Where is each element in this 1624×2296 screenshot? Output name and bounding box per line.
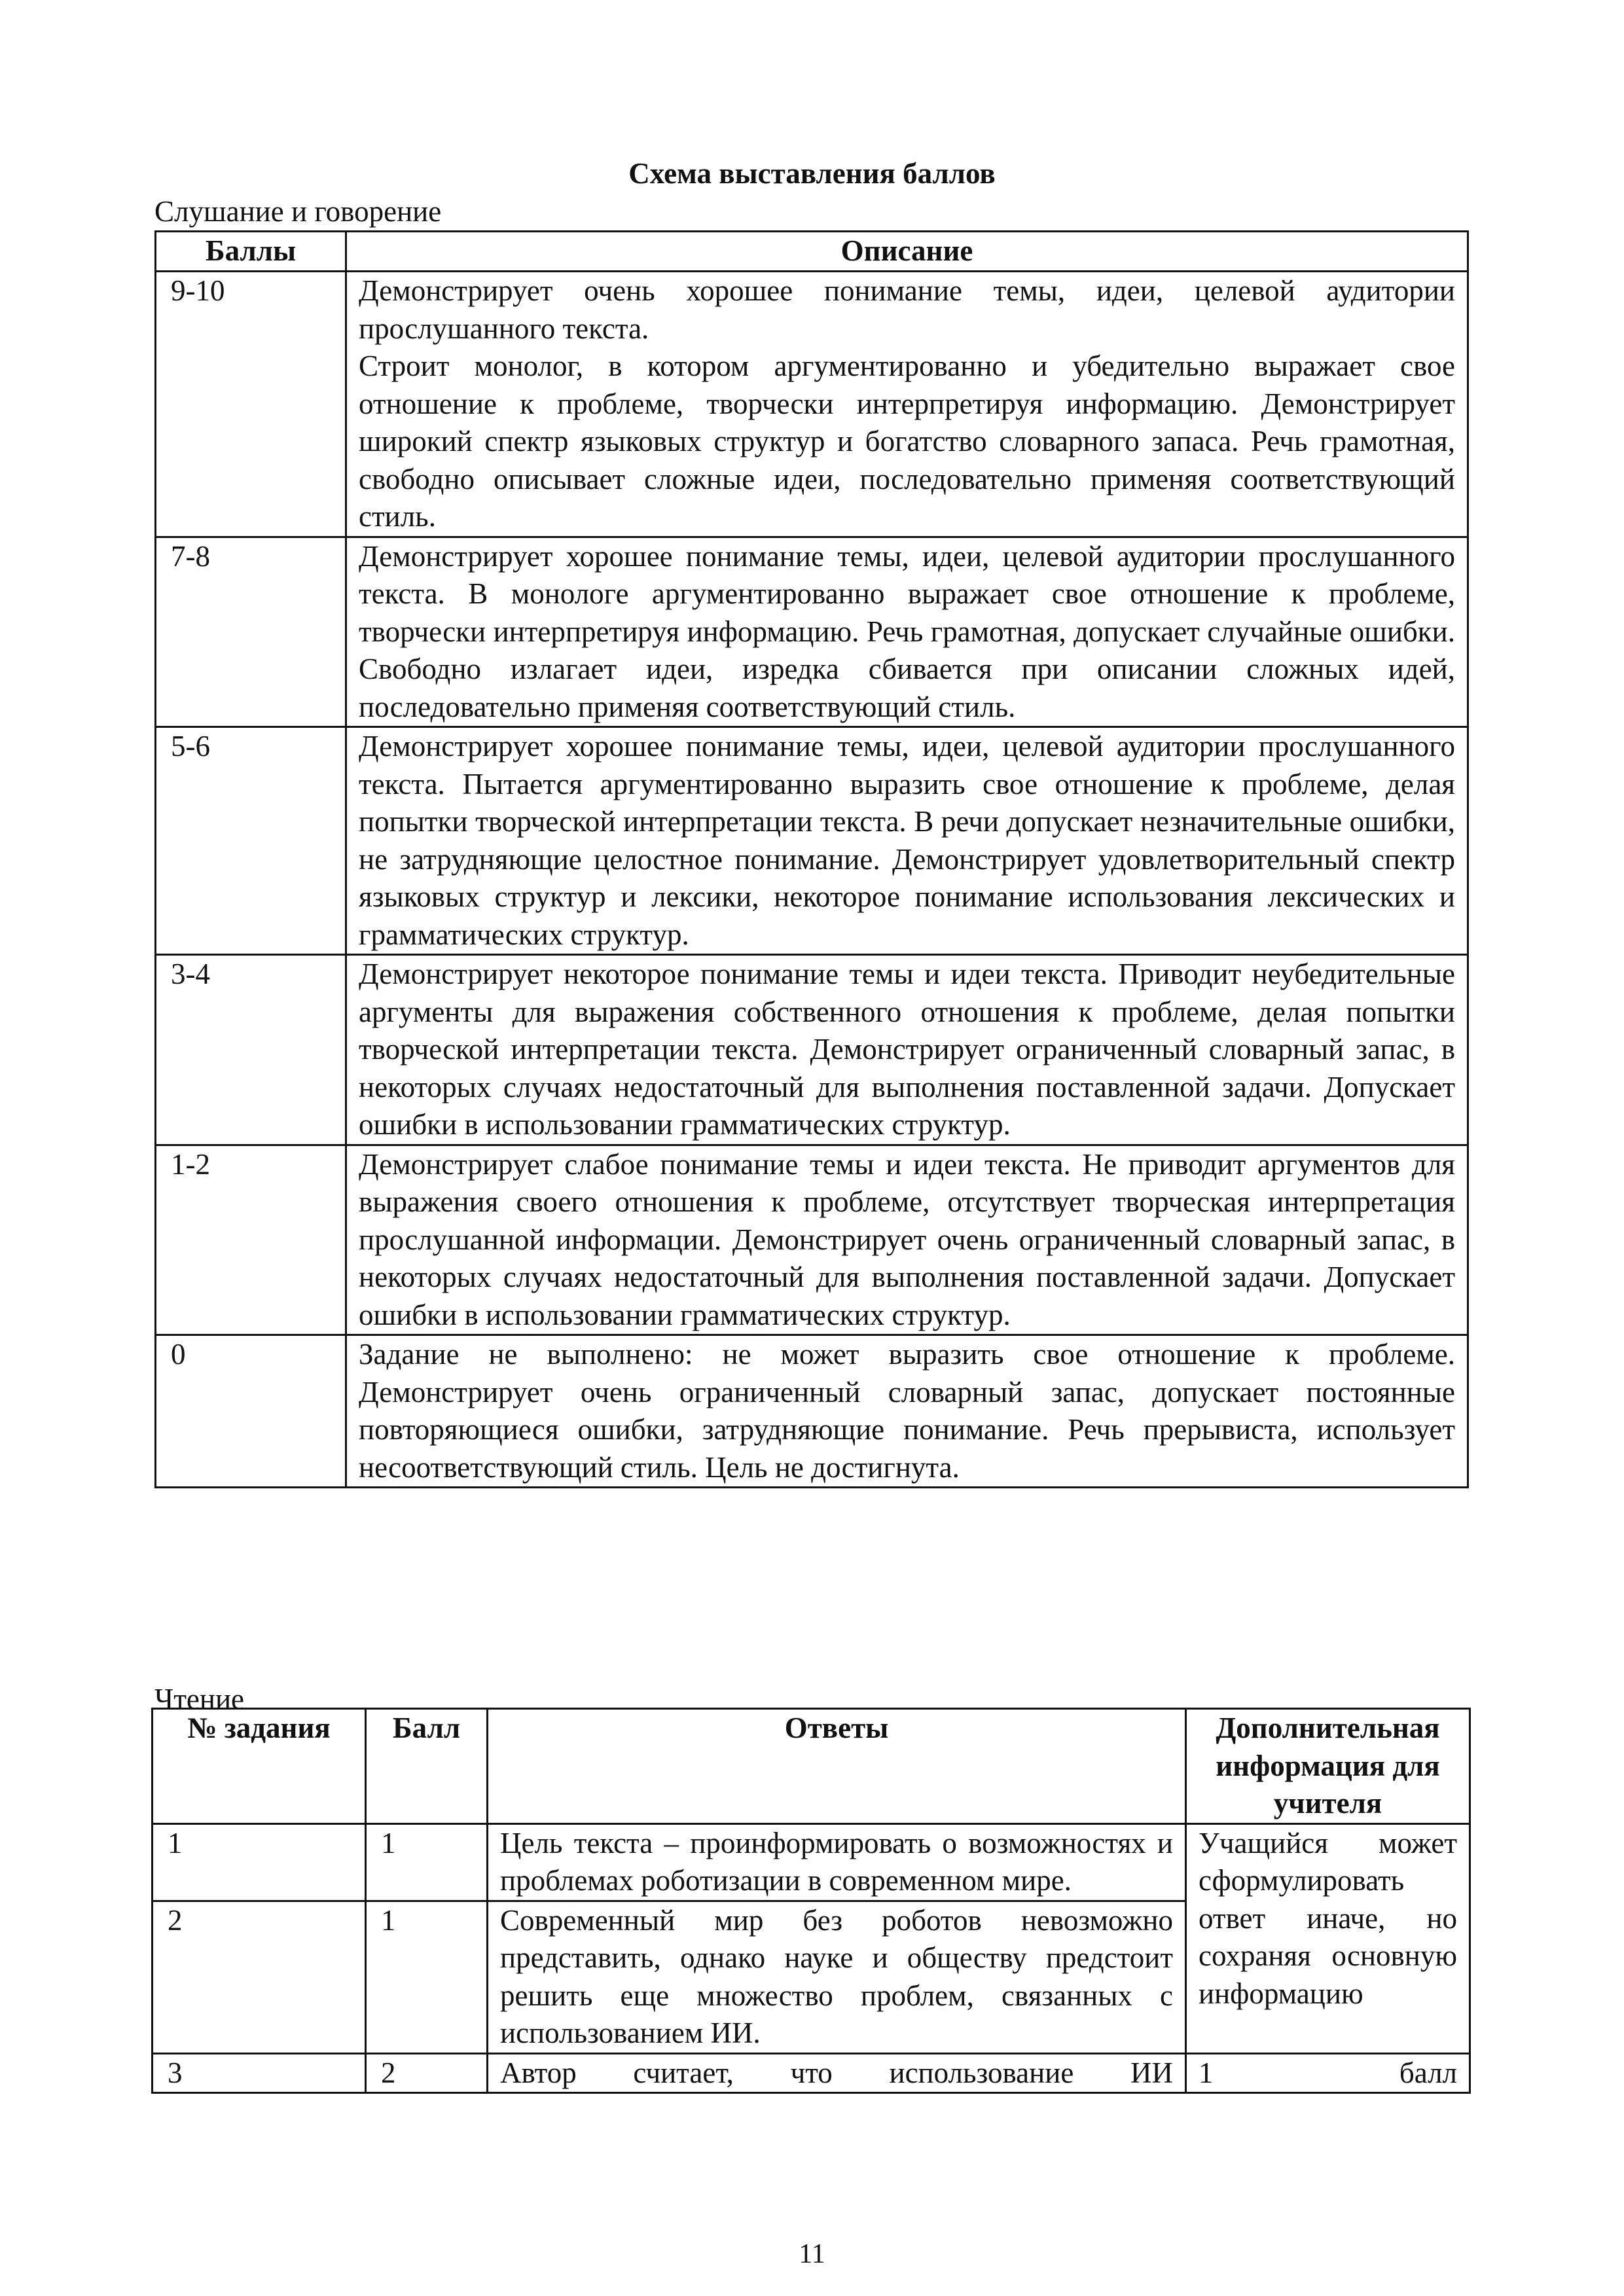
answer-cell: Цель текста – проинформировать о возможностях и проблемах роботизации в современном мире.	[488, 1823, 1186, 1901]
table-row	[153, 1823, 1470, 1901]
description-cell: Демонстрирует хорошее понимание темы, идеи, целевой аудитории прослушанного текста. Пытается аргументированно выразить свое отношение к проблеме, делая попытки творческой интерпретации текста. В речи допускает незначительные ошибки, не затрудняющие целостное понимание. Демонстрирует удовлетворительный спектр языковых структур и лексики, некоторое понимание использования лексических и грамматических структур.	[346, 727, 1468, 955]
description-text: Демонстрирует очень хорошее понимание темы, идеи, целевой аудитории прослушанного текста.	[359, 274, 1455, 345]
table-row	[156, 727, 1468, 955]
header-description: Описание	[346, 232, 1468, 272]
table-row	[156, 955, 1468, 1145]
extra-info-cell: 1 балл	[1186, 2053, 1470, 2093]
score-cell: 7-8	[156, 537, 346, 727]
score-cell: 2	[366, 2053, 488, 2093]
description-cell: Демонстрирует слабое понимание темы и идеи текста. Не приводит аргументов для выражения своего отношения к проблеме, отсутствует творческая интерпретация прослушанной информации. Демонстрирует очень ограниченный словарный запас, в некоторых случаях недостаточный для выполнения поставленной задачи. Допускает ошибки в использовании грамматических структур.	[346, 1145, 1468, 1335]
page-title: Схема выставления баллов	[628, 157, 996, 190]
score-cell: 1-2	[156, 1145, 346, 1335]
listening-rubric-table	[154, 230, 1469, 1488]
answer-cell: Автор считает, что использование ИИ	[488, 2053, 1186, 2093]
table-header-row	[156, 232, 1468, 272]
table-row	[153, 2053, 1470, 2093]
page-number: 11	[799, 2239, 825, 2269]
description-cell	[346, 272, 1468, 537]
description-text: Строит монолог, в котором аргументированно и убедительно выражает свое отношение к проблеме, творчески интерпретируя информацию. Демонстрирует широкий спектр языковых структур и богатство словарного запаса. Речь грамотная, свободно описывает сложные идеи, последовательно применяя соответствующий стиль.	[359, 350, 1455, 533]
task-number-cell: 2	[153, 1901, 366, 2053]
header-answers: Ответы	[488, 1709, 1186, 1824]
score-cell: 3-4	[156, 955, 346, 1145]
description-cell: Демонстрирует некоторое понимание темы и идеи текста. Приводит неубедительные аргументы для выражения собственного отношения к проблеме, делая попытки творческой интерпретации текста. Демонстрирует ограниченный словарный запас, в некоторых случаях недостаточный для выполнения поставленной задачи. Допускает ошибки в использовании грамматических структур.	[346, 955, 1468, 1145]
score-cell: 5-6	[156, 727, 346, 955]
score-cell: 9-10	[156, 272, 346, 537]
header-task: № задания	[153, 1709, 366, 1824]
header-score: Балл	[366, 1709, 488, 1824]
task-number-cell: 3	[153, 2053, 366, 2093]
score-cell: 0	[156, 1335, 346, 1488]
header-score: Баллы	[156, 232, 346, 272]
answer-cell: Современный мир без роботов невозможно представить, однако науке и обществу предстоит решить еще множество проблем, связанных с использованием ИИ.	[488, 1901, 1186, 2053]
table-header-row	[153, 1709, 1470, 1824]
reading-answers-table	[151, 1708, 1471, 2094]
table-row	[156, 1145, 1468, 1335]
description-cell: Задание не выполнено: не может выразить свое отношение к проблеме. Демонстрирует очень ограниченный словарный запас, допускает постоянные повторяющиеся ошибки, затрудняющие понимание. Речь прерывиста, использует несоответствующий стиль. Цель не достигнута.	[346, 1335, 1468, 1488]
score-cell: 1	[366, 1823, 488, 1901]
score-cell: 1	[366, 1901, 488, 2053]
task-number-cell: 1	[153, 1823, 366, 1901]
table-row	[156, 537, 1468, 727]
section-title-listening: Слушание и говорение	[154, 195, 442, 228]
table-row	[156, 1335, 1468, 1488]
extra-info-cell: Учащийся может сформулировать ответ иначе, но сохраняя основную информацию	[1186, 1823, 1470, 2053]
table-row	[156, 272, 1468, 537]
header-extra-info: Дополнительная информация для учителя	[1186, 1709, 1470, 1824]
description-cell: Демонстрирует хорошее понимание темы, идеи, целевой аудитории прослушанного текста. В монологе аргументированно выражает свое отношение к проблеме, творчески интерпретируя информацию. Речь грамотная, допускает случайные ошибки. Свободно излагает идеи, изредка сбивается при описании сложных идей, последовательно применяя соответствующий стиль.	[346, 537, 1468, 727]
section-title-reading: Чтение	[154, 1683, 245, 1715]
